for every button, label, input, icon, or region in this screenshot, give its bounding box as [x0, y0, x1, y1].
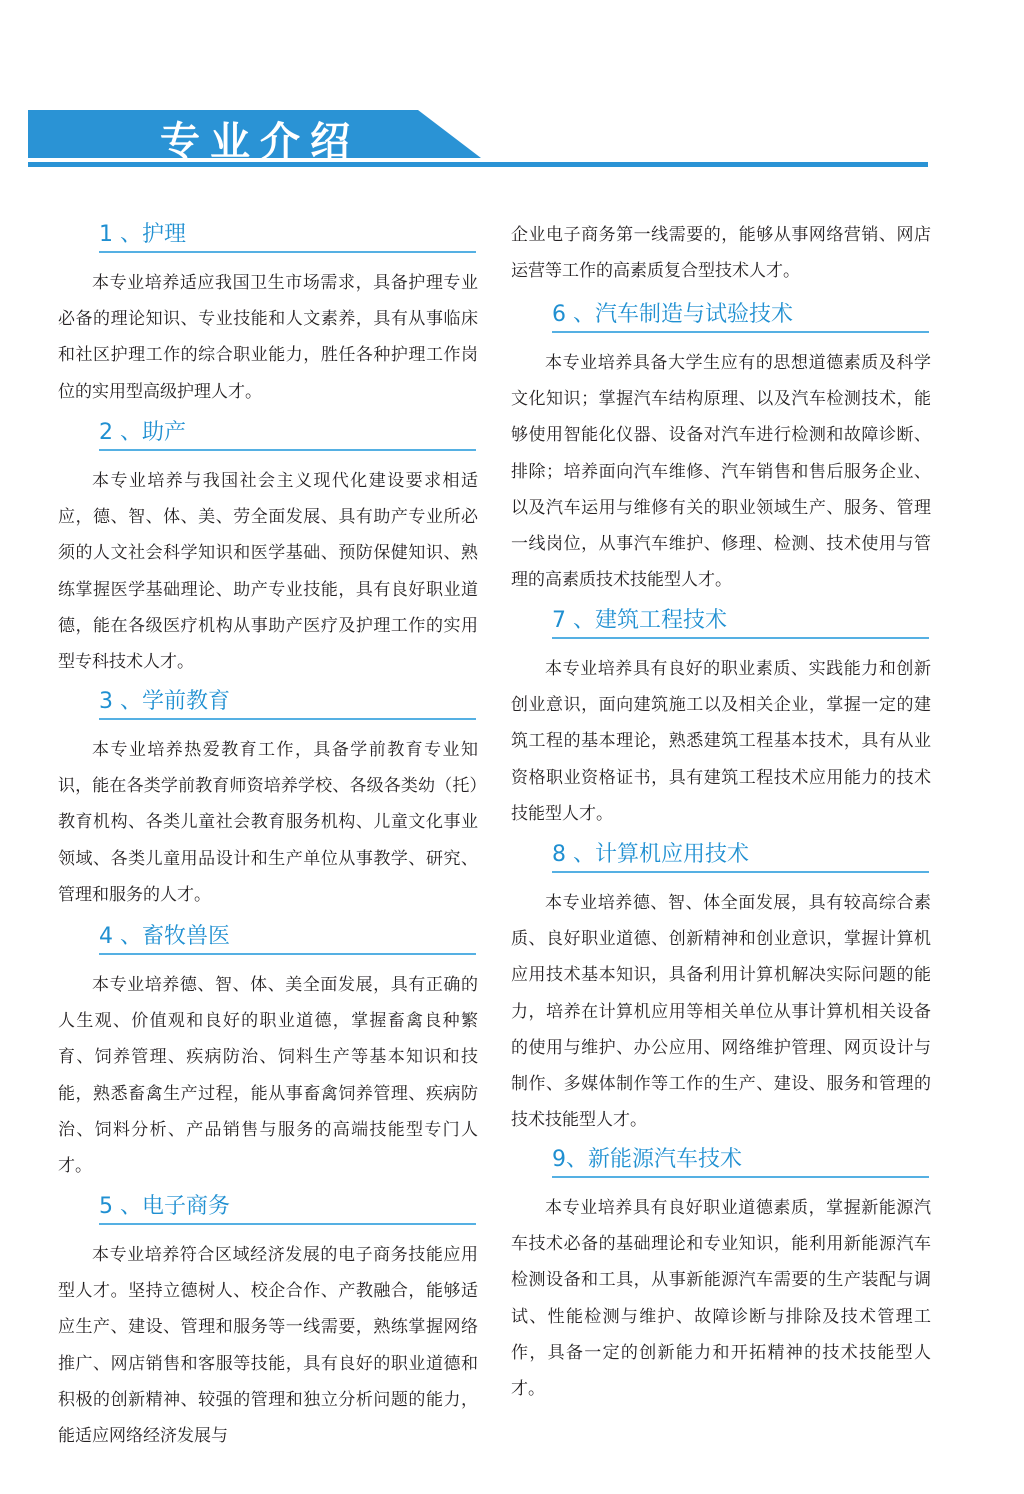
section-heading: 1 、护理 — [99, 222, 476, 253]
section-preschool — [58, 689, 478, 913]
section-banner — [28, 110, 928, 172]
section-construction — [511, 608, 931, 832]
section-body: 本专业培养与我国社会主义现代化建设要求相适应，德、智、体、美、劳全面发展、具有助产专业所必须的人文社会科学知识和医学基础、预防保健知识、熟练掌握医学基础理论、助产专业技能，具有良好职业道德，能在各级医疗机构从事助产医疗及护理工作的实用型专科技术人才。 — [58, 471, 478, 673]
section-heading: 8 、计算机应用技术 — [552, 842, 929, 873]
section-heading: 5 、电子商务 — [99, 1194, 476, 1225]
section-ecommerce-continued — [511, 217, 931, 289]
section-automotive — [511, 302, 931, 598]
section-body: 本专业培养具有良好职业道德素质，掌握新能源汽车技术必备的基础理论和专业知识，能利用新能源汽车检测设备和工具，从事新能源汽车需要的生产装配与调试、性能检测与维护、故障诊断与排除及技术管理工作，具备一定的创新能力和开拓精神的技术技能型人才。 — [511, 1198, 931, 1400]
section-body: 本专业培养德、智、体全面发展，具有较高综合素质、良好职业道德、创新精神和创业意识，掌握计算机应用技术基本知识，具备利用计算机解决实际问题的能力，培养在计算机应用等相关单位从事计算机相关设备的使用与维护、办公应用、网络维护管理、网页设计与制作、多媒体制作等工作的生产、建设、服务和管理的技术技能型人才。 — [511, 893, 931, 1131]
page-title: 专业介绍 — [160, 119, 360, 165]
section-new-energy — [511, 1147, 931, 1407]
section-heading: 7 、建筑工程技术 — [552, 608, 929, 639]
section-nursing — [58, 222, 478, 410]
section-body: 本专业培养德、智、体、美全面发展，具有正确的人生观、价值观和良好的职业道德，掌握畜禽良种繁育、饲养管理、疾病防治、饲料生产等基本知识和技能，熟悉畜禽生产过程，能从事畜禽饲养管理、疾病防治、饲料分析、产品销售与服务的高端技能型专门人才。 — [58, 975, 478, 1177]
section-body: 本专业培养热爱教育工作，具备学前教育专业知识，能在各类学前教育师资培养学校、各级各类幼（托）教育机构、各类儿童社会教育服务机构、儿童文化事业领域、各类儿童用品设计和生产单位从事教学、研究、管理和服务的人才。 — [58, 740, 478, 905]
section-body: 本专业培养适应我国卫生市场需求，具备护理专业必备的理论知识、专业技能和人文素养，具有从事临床和社区护理工作的综合职业能力，胜任各种护理工作岗位的实用型高级护理人才。 — [58, 273, 478, 402]
section-midwifery — [58, 420, 478, 680]
section-computer — [511, 842, 931, 1138]
section-heading: 3 、学前教育 — [99, 689, 476, 720]
section-heading: 6 、汽车制造与试验技术 — [552, 302, 929, 333]
section-heading: 2 、助产 — [99, 420, 476, 451]
section-body: 企业电子商务第一线需要的，能够从事网络营销、网店运营等工作的高素质复合型技术人才。 — [511, 225, 931, 282]
section-heading: 9、新能源汽车技术 — [552, 1147, 929, 1178]
section-heading: 4 、畜牧兽医 — [99, 924, 476, 955]
section-body: 本专业培养具有良好的职业素质、实践能力和创新创业意识，面向建筑施工以及相关企业，掌握一定的建筑工程的基本理论，熟悉建筑工程基本技术，具有从业资格职业资格证书，具有建筑工程技术应用能力的技术技能型人才。 — [511, 659, 931, 824]
section-body: 本专业培养符合区域经济发展的电子商务技能应用型人才。坚持立德树人、校企合作、产教融合，能够适应生产、建设、管理和服务等一线需要，熟练掌握网络推广、网店销售和客服等技能，具有良好的职业道德和积极的创新精神、较强的管理和独立分析问题的能力，能适应网络经济发展与 — [58, 1245, 478, 1447]
section-veterinary — [58, 924, 478, 1184]
section-ecommerce — [58, 1194, 478, 1454]
section-body: 本专业培养具备大学生应有的思想道德素质及科学文化知识；掌握汽车结构原理、以及汽车检测技术，能够使用智能化仪器、设备对汽车进行检测和故障诊断、排除；培养面向汽车维修、汽车销售和售后服务企业、以及汽车运用与维修有关的职业领域生产、服务、管理一线岗位，从事汽车维护、修理、检测、技术使用与管理的高素质技术技能型人才。 — [511, 353, 931, 591]
